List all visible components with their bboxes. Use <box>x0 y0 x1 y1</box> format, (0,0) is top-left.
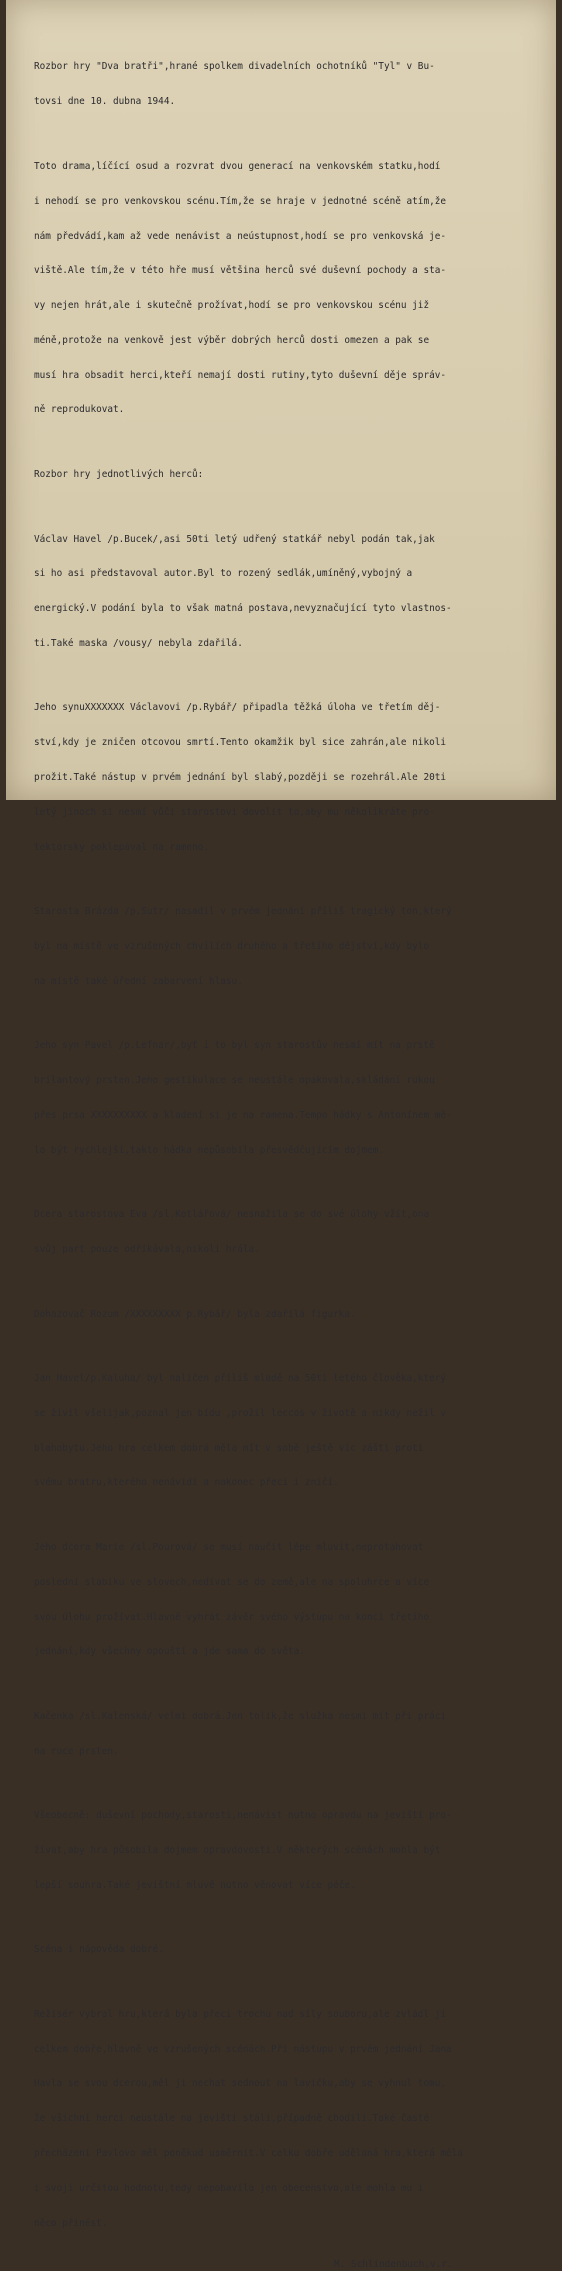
text-line: tektorsky poklepával na rameno. <box>34 841 209 853</box>
text-line: Kačenka /sl.Kalenská/ velmi dobrá.Jen tolik,že služka nesmí mít při práci <box>34 1710 447 1722</box>
general-paragraph <box>34 1787 548 1915</box>
section-heading <box>34 446 548 504</box>
typewritten-document <box>34 38 548 2271</box>
director-paragraph <box>34 1986 548 2253</box>
text-line: ně reprodukovat. <box>34 404 125 416</box>
actor-paragraph <box>34 1017 548 1179</box>
intro-paragraph <box>34 138 548 439</box>
text-line: svůj part pouze odříkávala,nikoli hrála. <box>34 1243 260 1255</box>
text-line: že všichni herci neustále na jevišti stáli,případně chodili.Také časté <box>34 2113 430 2125</box>
actor-paragraph <box>34 1519 548 1681</box>
text-line: letý jinoch si nesmí vůči starostovi dovolit to,aby mu několikráte pro- <box>34 806 435 818</box>
text-line: Dcera starostova Eva /sl.Kotlářová/ nesnažila se do své úlohy vžít,ona <box>34 1209 430 1221</box>
text-line: lo být rychlejší,takto hádka nepůsobila přesvědčujícím dojmem. <box>34 1144 384 1156</box>
text-line: nám předvádí,kam až vede nenávist a neústupnost,hodí se pro venkovská je- <box>34 230 447 242</box>
text-line: méně,protože na venkově jest výběr dobrých herců dosti omezen a pak se <box>34 334 430 346</box>
text-line: Dohazovač Rozum /XXXXXXXXX p.Rybář/ byla zdařilá figurka. <box>34 1308 356 1320</box>
text-line: musí hra obsadit herci,kteří nemají dosti rutiny,tyto duševní děje správ- <box>34 369 447 381</box>
text-line: viště.Ale tím,že v této hře musí většina herců své duševní pochody a sta- <box>34 265 447 277</box>
text-line: Všeobecně: duševní pochody,starosti,nenávist nutno opravdu na jevišti pro- <box>34 1810 452 1822</box>
text-line: celkem dobře,hlavně ve vzrušených scénách.Při nástupu v prvém jednání Jana <box>34 2043 452 2055</box>
signature: M. Schlindenbuch,v.r. <box>334 2258 453 2270</box>
text-line: prožit.Také nástup v prvém jednání byl slabý,později se rozehrál.Ale 20ti <box>34 772 447 783</box>
text-line: na ruce prsten. <box>34 1745 119 1757</box>
text-line: svou úlohu prožívat.Hlavně vyhrát závěr svého výstupu na konci třetího <box>34 1611 430 1623</box>
text-line: byl na místě ve vzrušených chvílích druhého a třetího dějství,kdy bylo <box>34 940 430 952</box>
text-line: Režisér vybral hru,která byla přeci trochu nad síly souboru,ale zvládl ji <box>34 2008 447 2020</box>
heading-paragraph <box>34 38 548 131</box>
text-line: Starosta Brázda /p.Sutr/ nasadil v prvém jednání příliš tragický ton,který <box>34 906 452 918</box>
text-line: Rozbor hry "Dva bratři",hrané spolkem divadelních ochotníků "Tyl" v Bu- <box>34 61 435 73</box>
text-line: něco přinést. <box>34 2217 108 2229</box>
text-line: Havla se svou dcerou,měl ji nechat sednout na lavičku,aby se vyhnul tomu, <box>34 2078 447 2090</box>
text-line: blahobytu.Jeho hra celkem dobrá měla mít v sobě ještě víc zášti proti <box>34 1442 424 1454</box>
text-line: Jeho synuXXXXXXX Václavovi /p.Rybář/ připadla těžká úloha ve třetím děj- <box>34 702 441 714</box>
text-line: Rozbor hry jednotlivých herců: <box>34 468 204 480</box>
text-line: energický.V podání byla to však matná postava,nevyznačující tyto vlastnos- <box>34 603 452 615</box>
text-line: se živil všelijak,poznal jen bídu ,prožil leccos v životě a nikdy nežil v <box>34 1407 447 1419</box>
text-line: přecházení Pavlovo měl poněkud usměrnit.V celku dobře udělaná hra,která měla <box>34 2148 463 2160</box>
text-line: brilantový prsten.Jeho gestikulace se neustále opakovala,skládání rukou <box>34 1075 435 1087</box>
text-line: ti.Také maska /vousy/ nebyla zdařilá. <box>34 637 243 649</box>
text-line: přes prsa XXXXXXXXXX a kladení si je na ramena.Tempo hádky s Antonínem mě- <box>34 1109 452 1121</box>
text-line: Václav Havel /p.Bucek/,asi 50ti letý udřený statkář nebyl podán tak,jak <box>34 533 435 545</box>
text-line: lepší souhra.Také jevištní mluvě nutno věnovat více péče. <box>34 1879 356 1891</box>
text-line: jednání,kdy všechny opouští a jde sama do světa. <box>34 1646 305 1658</box>
text-line: na místě také úřední zabarvení hlasu. <box>34 975 243 987</box>
text-line: i nehodí se pro venkovskou scénu.Tím,že se hraje v jednotné scéně atím,že <box>34 195 447 207</box>
actor-paragraph <box>34 1186 548 1279</box>
text-line: Scéna i nápověda dobré. <box>34 1944 164 1956</box>
actor-paragraph <box>34 1285 548 1343</box>
text-line: si ho asi představoval autor.Byl to rozený sedlák,umíněný,vybojný a <box>34 568 413 580</box>
text-line: ství,kdy je zničen otcovou smrtí.Tento okamžik byl sice zahrán,ale nikoli <box>34 737 447 749</box>
text-line: svému bratru,kterého nenávidí a nakonec přeci i zničí. <box>34 1477 339 1489</box>
text-line: poslední slabiku ve slovech,nedívat se do země,ale na spoluhrce a více <box>34 1576 430 1588</box>
text-line: vy nejen hrát,ale i skutečně prožívat,hodí se pro venkovskou scénu již <box>34 300 430 312</box>
paper-sheet <box>6 0 556 2270</box>
actor-paragraph <box>34 1350 548 1512</box>
actor-paragraph <box>34 883 548 1011</box>
text-line: Toto drama,líčící osud a rozvrat dvou generací na venkovském statku,hodí <box>34 160 441 172</box>
actor-paragraph <box>34 679 548 876</box>
text-line: Jeho syn Pavel /p.Lefnar/,byť i to byl syn starostův nesmí mít na prstě <box>34 1040 435 1052</box>
text-line: i svoji určitou hodnotu,tedy nepobavila jen obecenstvo,ale mohla mu i <box>34 2182 424 2194</box>
text-line: žívat,aby hra působila dojmem opravdovosti.V některých scénách mohla být <box>34 1845 441 1856</box>
text-line: tovsi dne 10. dubna 1944. <box>34 95 176 107</box>
text-line: Jeho dcera Marie /sl.Pourová/ se musí naučit lépe mluvit,neprotahovat <box>34 1541 424 1553</box>
text-line: Jan Havel/p.Kaluha/ byl nalíčen příliš mladě na 50ti letého člověka,který <box>34 1373 447 1385</box>
scene-paragraph <box>34 1921 548 1979</box>
actor-paragraph <box>34 1688 548 1781</box>
actor-paragraph <box>34 510 548 672</box>
